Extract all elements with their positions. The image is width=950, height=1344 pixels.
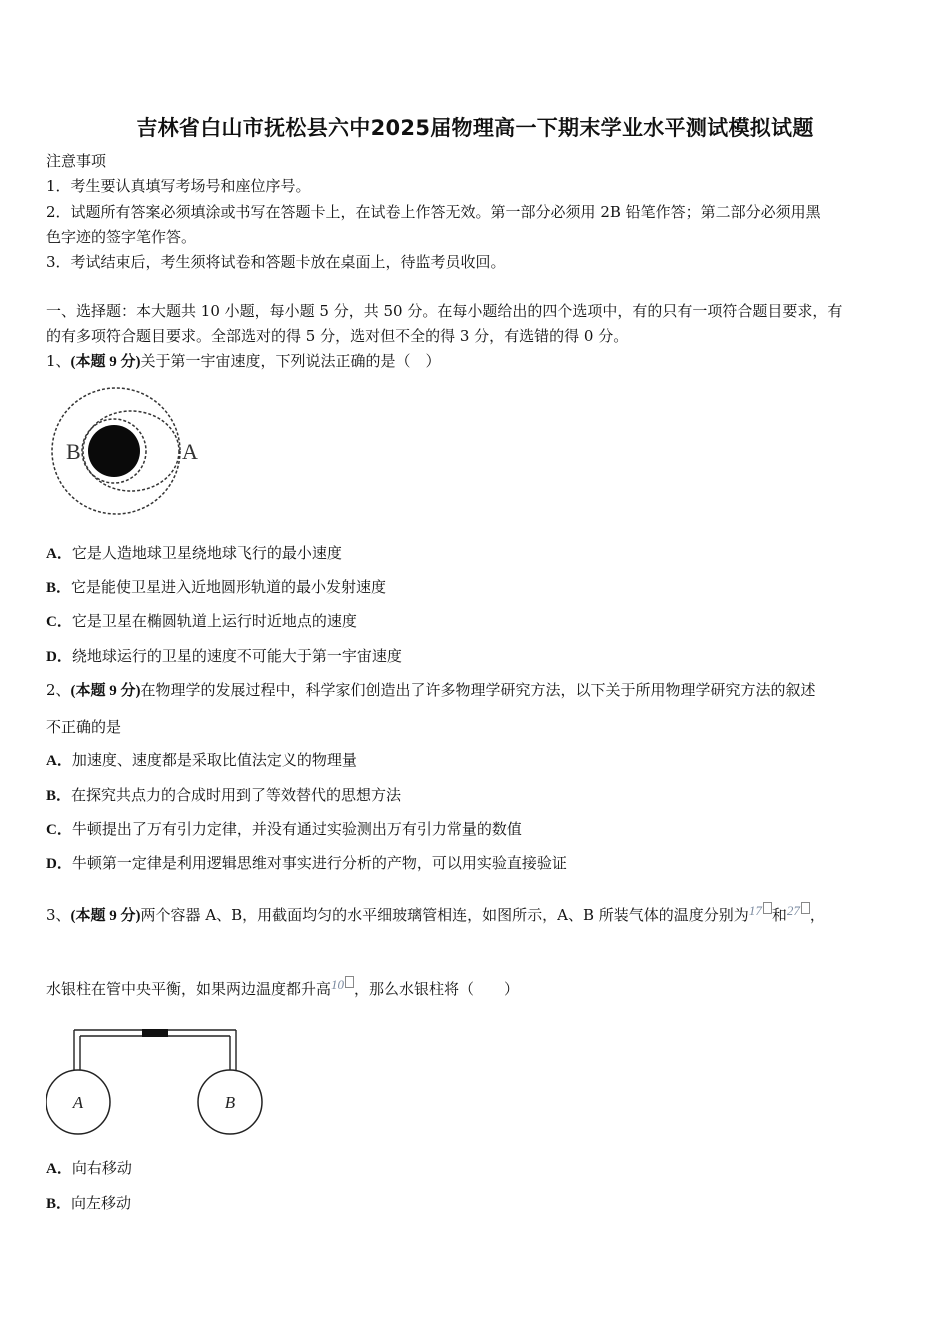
q3-text-b2: ，那么水银柱将（ ） [354,980,520,998]
unit-placeholder-icon [801,902,810,914]
q2-option-a-text: 加速度、速度都是采取比值法定义的物理量 [71,751,357,769]
q1-option-c [46,610,908,633]
q3-option-b-letter: B． [46,1196,72,1212]
q3-line-2 [46,974,908,1000]
notice-item-2b: 色字迹的签字笔作答。 [46,228,197,246]
q3-temp-2: 27 [786,903,800,918]
q2-option-d-letter: D． [46,856,72,872]
q1-option-b-text: 它是能使卫星进入近地圆形轨道的最小发射速度 [71,578,387,596]
q1-option-a [46,542,908,565]
notice-item-1: 1．考生要认真填写考场号和座位序号。 [46,177,311,195]
question-3 [46,900,908,927]
unit-placeholder-icon [763,902,772,914]
q1-text: 关于第一宇宙速度，下列说法正确的是（ ） [140,352,441,370]
label-container-a: A [72,1093,84,1112]
q1-option-d [46,645,908,668]
q2-tag: (本题 9 分) [70,683,141,699]
q1-option-b [46,576,908,599]
q1-option-a-text: 它是人造地球卫星绕地球飞行的最小速度 [71,544,342,562]
unit-placeholder-icon [345,976,354,988]
notice-item-3: 3．考试结束后，考生须将试卷和答题卡放在桌面上，待监考员收回。 [46,253,506,271]
q2-option-b-text: 在探究共点力的合成时用到了等效替代的思想方法 [71,786,402,804]
q2-option-c-text: 牛顿提出了万有引力定律，并没有通过实验测出万有引力常量的数值 [71,820,522,838]
q2-option-c-letter: C． [46,822,72,838]
q3-temp-3: 10 [331,977,345,992]
q3-text-a: 两个容器 A、B，用截面均匀的水平细玻璃管相连，如图所示，A、B 所装气体的温度分别为 [140,906,749,924]
label-container-b: B [224,1093,236,1112]
section-intro-b: 的有多项符合题目要求。全部选对的得 5 分，选对但不全的得 3 分，有选错的得 0 分。 [46,327,629,345]
q2-option-c [46,818,908,841]
q3-option-a-letter: A． [46,1161,72,1177]
q1-option-d-text: 绕地球运行的卫星的速度不可能大于第一宇宙速度 [71,647,402,665]
q3-option-a-text: 向右移动 [71,1159,132,1177]
q3-temp-1: 17 [748,903,762,918]
q1-number: 1、 [46,352,71,370]
question-1 [46,350,908,373]
q3-comma: ， [809,906,825,924]
q3-tag: (本题 9 分) [70,908,141,924]
q1-tag: (本题 9 分) [70,354,141,370]
q2-number: 2、 [46,681,71,699]
earth [88,425,140,477]
q3-option-b [46,1192,908,1215]
q1-option-c-text: 它是卫星在椭圆轨道上运行时近地点的速度 [71,612,357,630]
label-b: B [66,439,81,464]
notice-item-2a: 2．试题所有答案必须填涂或书写在答题卡上，在试卷上作答无效。第一部分必须用 2B 铅笔作答；第二部分必须用黑 [46,203,821,221]
page-title: 吉林省白山市抚松县六中2025届物理高一下期末学业水平测试模拟试题 [136,116,814,140]
q2-option-b [46,784,908,807]
q1-orbit-figure [46,383,206,519]
q3-container-figure [46,1020,266,1140]
q2-option-d [46,852,908,875]
q3-option-a [46,1157,908,1180]
q2-option-a-letter: A． [46,753,72,769]
q1-option-c-letter: C． [46,614,72,630]
q3-and: 和 [771,906,787,924]
question-2 [46,679,908,702]
mercury-column [142,1029,168,1037]
q2-text-a: 在物理学的发展过程中，科学家们创造出了许多物理学研究方法，以下关于所用物理学研究方法的叙述 [140,681,816,699]
q2-option-b-letter: B． [46,788,72,804]
notice-heading: 注意事项 [46,152,107,170]
q3-number: 3、 [46,906,71,924]
q2-option-d-text: 牛顿第一定律是利用逻辑思维对事实进行分析的产物，可以用实验直接验证 [71,854,567,872]
q2-option-a [46,749,908,772]
q1-option-d-letter: D． [46,649,72,665]
section-intro-a: 一、选择题：本大题共 10 小题，每小题 5 分，共 50 分。在每小题给出的四个选项中，有的只有一项符合题目要求，有 [46,302,843,320]
q2-text-b: 不正确的是 [46,718,122,736]
q3-text-b1: 水银柱在管中央平衡，如果两边温度都升高 [46,980,332,998]
q3-option-b-text: 向左移动 [71,1194,132,1212]
label-a: A [182,439,198,464]
q1-option-a-letter: A． [46,546,72,562]
q1-option-b-letter: B． [46,580,72,596]
